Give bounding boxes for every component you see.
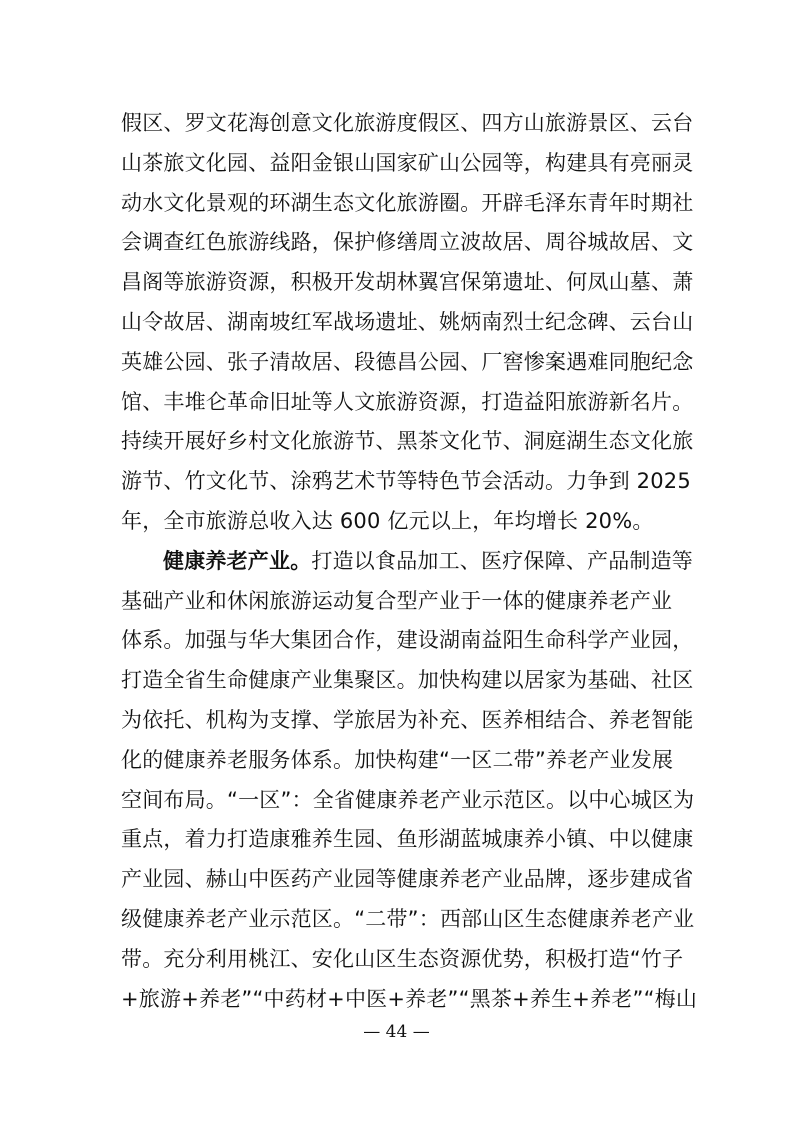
text-line: 空间布局。“一区”：全省健康养老产业示范区。以中心城区为 — [121, 787, 695, 812]
text-line: 假区、罗文花海创意文化旅游度假区、四方山旅游景区、云台 — [121, 111, 694, 135]
text-line: 昌阁等旅游资源，积极开发胡林翼宫保第遗址、何凤山墓、萧 — [121, 270, 694, 295]
text-line: 为依托、机构为支撑、学旅居为补充、医养相结合、养老智能 — [121, 707, 694, 732]
text-line: 英雄公园、张子清故居、段德昌公园、厂窖惨案遇难同胞纪念 — [121, 349, 694, 374]
text-line: 动水文化景观的环湖生态文化旅游圈。开辟毛泽东青年时期社 — [121, 190, 694, 215]
text-line: 山茶旅文化园、益阳金银山国家矿山公园等，构建具有亮丽灵 — [121, 150, 694, 175]
text-line: 山令故居、湖南坡红军战场遗址、姚炳南烈士纪念碑、云台山 — [121, 309, 694, 334]
text-line: 馆、丰堆仑革命旧址等人文旅游资源，打造益阳旅游新名片。 — [121, 389, 694, 414]
text-line: 年，全市旅游总收入达 600 亿元以上，年均增长 20%。 — [121, 508, 654, 533]
text-line: 基础产业和休闲旅游运动复合型产业于一体的健康养老产业 — [121, 588, 673, 613]
text-line: +旅游+养老”“中药材+中医+养老”“黑茶+养生+养老”“梅山 — [121, 986, 698, 1011]
text-line: 游节、竹文化节、涂鸦艺术节等特色节会活动。力争到 2025 — [121, 469, 691, 494]
section-first-line — [121, 542, 694, 582]
section-heading: 健康养老产业。 — [163, 548, 312, 573]
text-line: 重点，着力打造康雅养生园、鱼形湖蓝城康养小镇、中以健康 — [121, 827, 694, 852]
body-text — [121, 104, 698, 1019]
text-line: 产业园、赫山中医药产业园等健康养老产业品牌，逐步建成省 — [121, 867, 694, 892]
text-line: 体系。加强与华大集团合作，建设湖南益阳生命科学产业园， — [121, 628, 694, 653]
text-line: 级健康养老产业示范区。“二带”：西部山区生态健康养老产业 — [121, 906, 695, 931]
text-line: 持续开展好乡村文化旅游节、黑茶文化节、洞庭湖生态文化旅 — [121, 429, 694, 454]
text-line: 带。充分利用桃江、安化山区生态资源优势，积极打造“竹子 — [121, 946, 684, 971]
section-first-line-text: 打造以食品加工、医疗保障、产品制造等 — [311, 548, 694, 573]
text-line: 化的健康养老服务体系。加快构建“一区二带”养老产业发展 — [121, 747, 674, 772]
page-number: — 44 — — [363, 1022, 430, 1042]
text-line: 打造全省生命健康产业集聚区。加快构建以居家为基础、社区 — [121, 668, 694, 693]
text-line: 会调查红色旅游线路，保护修缮周立波故居、周谷城故居、文 — [121, 230, 694, 255]
